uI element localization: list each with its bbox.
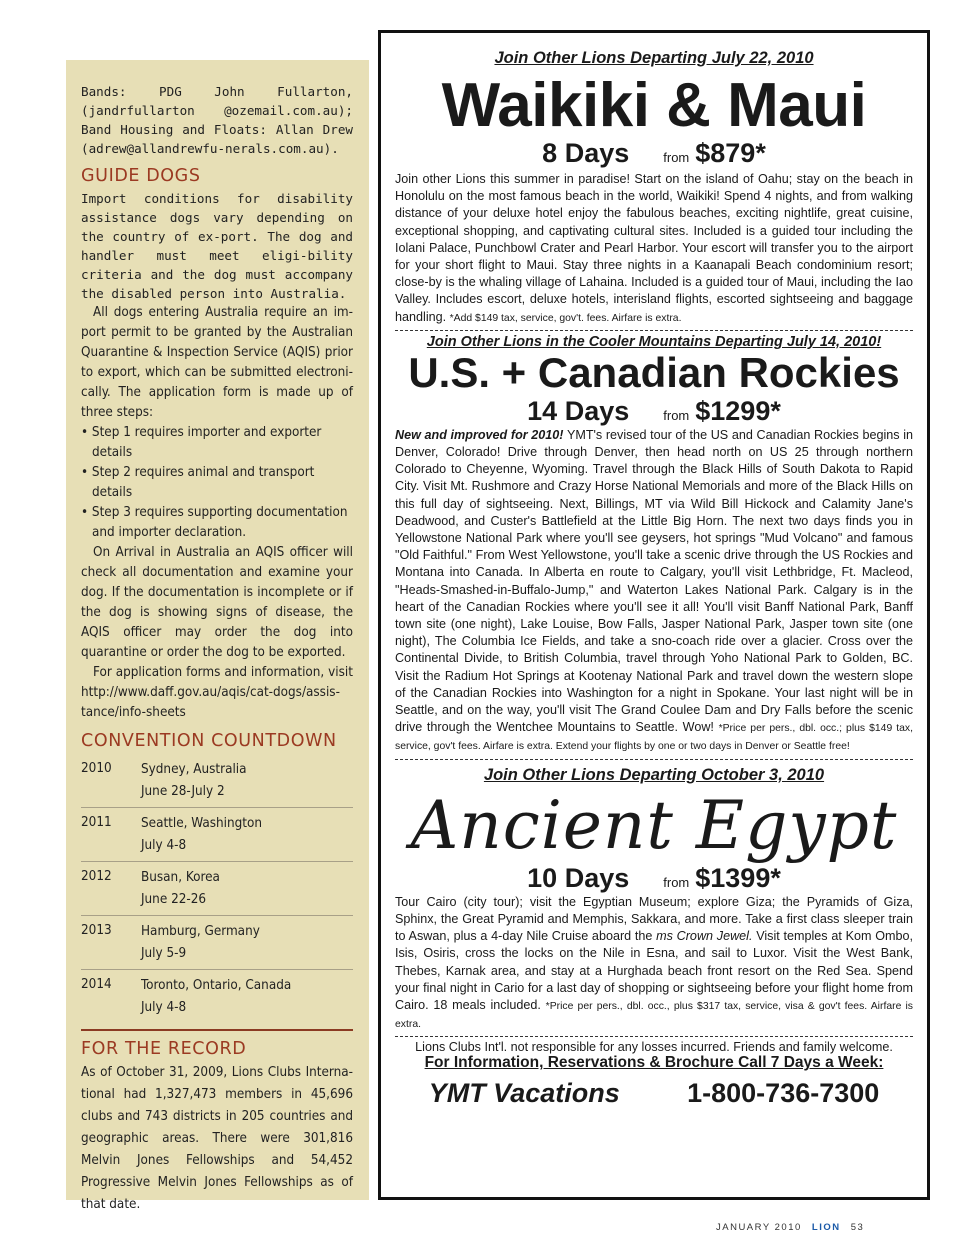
step-item: • Step 3 requires supporting documentation and importer declaration. [81, 505, 348, 540]
rockies-departure-header: Join Other Lions in the Cooler Mountains Departing July 14, 2010! [426, 333, 882, 350]
rockies-lead: New and improved for 2010! [395, 427, 564, 442]
call-to-action: For Information, Reservations & Brochure Call 7 Days a Week: [424, 1054, 884, 1072]
company-name: YMT Vacations [428, 1078, 620, 1109]
dashed-divider [395, 759, 913, 760]
rockies-price-line [395, 396, 913, 427]
egypt-price: $1399* [695, 862, 781, 893]
countdown-dates: July 4-8 [141, 1000, 187, 1015]
sidebar-panel [66, 60, 369, 1212]
hawaii-description [395, 171, 913, 327]
rockies-days: 14 Days [527, 395, 630, 426]
countdown-city: Busan, Korea [141, 870, 220, 885]
egypt-from: from [663, 874, 690, 890]
rockies-body: YMT's revised tour of the US and Canadian Rockies begins in Denver, Colorado! Drive through Denver, then head north on US 25 through northern Colorado to Cheyenne, Wyoming. Travel through the Black Hills of South Dakota to Rapid City. Visit Mt. Rushmore and Crazy Horse National Memorials and more of the Black Hills on this full day of sightseeing. Next, Billings, MT via Wild Bill Hickock and Calamity Jane's Deadwood, and Custer's Battlefield at the Little Big Horn. The next two days finds you in Yellowstone National Park where you'll see geysers, hot springs "Mud Volcano" and famous "Old Faithful." From West Yellowstone, you'll take a scenic drive through the US Rockies and Montana into Canada. In Alberta en route to Calgary, you'll visit Lethbridge, Ft. Macleod, "Heads-Smashed-in-Buffalo-Jump," and Waterton Lakes National Park. Calgary is in the heart of the Canadian Rockies where you'll see it all! You'll visit Banff National Park, Banff town site (one night), Lake Louise, Bow Falls, Jasper National Park, Jasper town site (one night), The Columbia Ice Fields, and take a sno-coach ride over a glacier. Cross over the Continental Divide, to British Columbia, travel through Yoho National Park to Golden, BC. Visit the Radium Hot Springs at Kootenay National Park and travel down the western slope of the Canadian Rockies into Washington for a night in Spokane. Your last night will be in Seattle, and on the way, you'll visit The Grand Coulee Dam and Dry Falls before the scenic drive through the Wentchee Mountains to Seattle. Wow! [395, 427, 914, 735]
rockies-from: from [663, 407, 690, 423]
egypt-body-a: Tour Cairo (city tour); visit the Egyptian Museum; explore Giza; the Pyramids of Giza, Sphinx, the Great Pyramid and Memphis, Sakkara, and more. Take a first class sleeper train to Aswan, plus a 4-day Nile Cruise aboard the [395, 894, 913, 944]
egypt-days: 10 Days [527, 862, 630, 893]
egypt-note: *Price per pers., dbl. occ., plus $317 tax, service, visa & gov't fees. Airfare is extra. [395, 1000, 914, 1031]
countdown-row [81, 862, 353, 916]
guide-dogs-heading: GUIDE DOGS [81, 166, 201, 186]
step-item: • Step 2 requires animal and transport details [81, 465, 315, 500]
hawaii-note: *Add $149 tax, service, gov't. fees. Airfare is extra. [449, 312, 682, 324]
countdown-row [81, 808, 353, 862]
hawaii-title: Waikiki & Maui [441, 71, 867, 140]
countdown-row [81, 970, 353, 1023]
countdown-year: 2013 [81, 923, 112, 938]
hawaii-price-line [395, 138, 913, 169]
countdown-year: 2011 [81, 815, 112, 830]
contact-line [395, 1078, 913, 1109]
dashed-divider [395, 330, 913, 331]
countdown-year: 2012 [81, 869, 112, 884]
rockies-title: U.S. + Canadian Rockies [408, 348, 900, 396]
egypt-departure-header: Join Other Lions Departing October 3, 2010 [483, 765, 825, 784]
phone-number: 1-800-736-7300 [687, 1078, 880, 1109]
countdown-dates: June 22-26 [141, 892, 207, 907]
countdown-city: Toronto, Ontario, Canada [141, 978, 292, 993]
guide-dogs-paragraph-4: For application forms and information, visit http://www.daff.gov.au/aqis/cat-dogs/assis-tance/info-sheets [81, 665, 353, 720]
egypt-description [395, 894, 913, 1034]
page-number: 53 [850, 1222, 865, 1233]
egypt-ship-name: ms Crown Jewel. [656, 929, 753, 944]
hawaii-from: from [663, 150, 690, 165]
for-the-record-text: As of October 31, 2009, Lions Clubs Interna-tional had 1,327,473 members in 45,696 clubs and 743 districts in 205 countries and geographic areas. There were 301,816 Melvin Jones Fellowships and 54,452 Progressive Melvin Jones Fellowships as of that date. [81, 1065, 353, 1212]
step-item: • Step 1 requires importer and exporter details [81, 425, 322, 460]
issue-date: JANUARY 2010 [716, 1222, 802, 1233]
guide-dogs-steps [81, 423, 353, 543]
guide-dogs-paragraph-1: Import conditions for disability assistance dogs vary depending on the country of ex-port. The dog and handler must meet eligi-bility criteria and the dog must accompany the disabled person into Australia. [81, 191, 353, 301]
rockies-note: *Price per pers., dbl. occ.; plus $149 tax, service, gov't fees. Airfare is extra. Extend your flights by one or two days in Denver or Seattle free! [395, 723, 913, 753]
guide-dogs-paragraph-3: On Arrival in Australia an AQIS officer will check all documentation and examine your dog. If the documentation is incomplete or if the dog is showing signs of disease, the AQIS officer may order the dog into quarantine or order the dog to be exported. [81, 545, 353, 660]
bands-text: Bands: PDG John Fullarton, (jandrfullarton @ozemail.com.au); Band Housing and Floats: Allan Drew (adrew@allandrewfu-nerals.com.au). [81, 84, 353, 156]
section-divider [81, 1029, 353, 1031]
for-the-record-heading: FOR THE RECORD [81, 1039, 247, 1059]
disclaimer-text: Lions Clubs Int'l. not responsible for any losses incurred. Friends and family welcome. [415, 1040, 893, 1055]
countdown-dates: July 5-9 [141, 946, 187, 961]
countdown-dates: July 4-8 [141, 838, 187, 853]
convention-countdown-heading: CONVENTION COUNTDOWN [81, 731, 337, 751]
page-footer [716, 1222, 864, 1233]
countdown-city: Sydney, Australia [141, 762, 247, 777]
egypt-price-line [395, 863, 913, 894]
hawaii-days: 8 Days [542, 138, 630, 168]
ymt-advertisement [378, 30, 930, 1200]
countdown-table [81, 754, 353, 1023]
dashed-divider [395, 1036, 913, 1037]
rockies-description [395, 427, 913, 756]
countdown-dates: June 28-July 2 [141, 784, 225, 799]
countdown-year: 2010 [81, 761, 112, 776]
countdown-row [81, 916, 353, 970]
hawaii-body: Join other Lions this summer in paradise! Start on the island of Oahu; stay on the beach in Honolulu on the most famous beach in the world, Waikiki! Spend 4 nights, and from walking distance of your deluxe hotel enjoy the fabulous beaches, exciting nightlife, great cuisine, exceptional shopping, and captivating cultural sites. Included is a guided tour including the Iolani Palace, Punchbowl Crater and Pearl Harbor. Your escort will transfer you to the airport for your short flight to Maui. Stay three nights in a Kaanapali Beach condominium resort; close-by is the whaling village of Lahaina. Included is a guided tour of Maui, including the Iao Valley. Includes escort, deluxe hotels, interisland flights, escorted sightseeing and baggage handling. [395, 172, 913, 324]
rockies-price: $1299* [695, 395, 781, 426]
hawaii-price: $879* [695, 138, 766, 168]
guide-dogs-paragraph-2: All dogs entering Australia require an im-port permit to be granted by the Australian Quarantine & Inspection Service (AQIS) prior to export, which can be submitted electroni-cally. The application form is made up of three steps: [81, 305, 353, 420]
countdown-row [81, 754, 353, 808]
countdown-city: Hamburg, Germany [141, 924, 260, 939]
hawaii-departure-header: Join Other Lions Departing July 22, 2010 [494, 49, 814, 67]
countdown-city: Seattle, Washington [141, 816, 263, 831]
countdown-year: 2014 [81, 977, 112, 992]
egypt-body-b: Visit temples at Kom Ombo, Isis, Osiris, cross the locks on the Nile in Esna, and sail to Luxor. Visit the West Bank, Thebes, Karnak area, and stay at a Hurghada beach front resort on the Red Sea. Spend your final night in Cario for a last day of shopping or sightseeing before your flight home from Cairo. 18 meals included. [395, 929, 913, 1012]
magazine-name: LION [811, 1222, 841, 1233]
egypt-title: Ancient Egypt [410, 786, 898, 864]
